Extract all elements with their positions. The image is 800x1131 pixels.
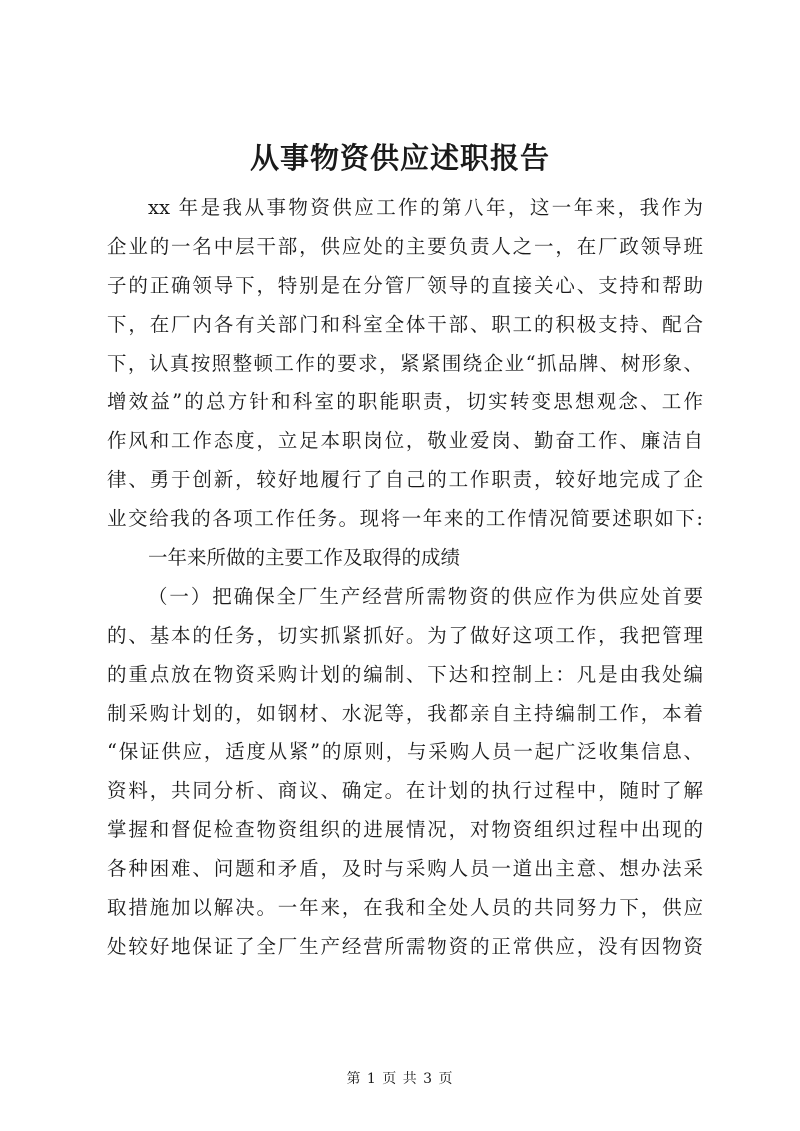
document-body <box>107 189 703 967</box>
text-line-9: 业交给我的各项工作任务。现将一年来的工作情况简要述职如下: <box>107 507 703 531</box>
text-line-5: 下，认真按照整顿工作的要求，紧紧围绕企业“抓品牌、树形象、 <box>107 351 703 375</box>
text-line-12: 的、基本的任务，切实抓紧抓好。为了做好这项工作，我把管理 <box>107 623 703 647</box>
text-line-7: 作风和工作态度，立足本职岗位，敬业爱岗、勤奋工作、廉洁自 <box>107 429 703 453</box>
section-heading: 一年来所做的主要工作及取得的成绩 <box>148 546 461 570</box>
page-footer: 第 1 页 共 3 页 <box>346 1071 454 1087</box>
text-line-19: 取措施加以解决。一年来，在我和全处人员的共同努力下，供应 <box>107 896 703 920</box>
text-line-3: 子的正确领导下，特别是在分管厂领导的直接关心、支持和帮助 <box>107 273 703 297</box>
text-line-4: 下，在厂内各有关部门和科室全体干部、职工的积极支持、配合 <box>107 312 703 336</box>
text-line-14: 制采购计划的，如钢材、水泥等，我都亲自主持编制工作，本着 <box>107 701 703 725</box>
text-line-1: xx 年是我从事物资供应工作的第八年，这一年来，我作为 <box>148 196 703 219</box>
text-line-8: 律、勇于创新，较好地履行了自己的工作职责，较好地完成了企 <box>107 468 703 492</box>
text-line-11: （一）把确保全厂生产经营所需物资的供应作为供应处首要 <box>148 584 703 608</box>
text-line-13: 的重点放在物资采购计划的编制、下达和控制上：凡是由我处编 <box>107 662 703 686</box>
text-line-15: “保证供应，适度从紧”的原则，与采购人员一起广泛收集信息、 <box>107 740 703 764</box>
text-line-6: 增效益”的总方针和科室的职能职责，切实转变思想观念、工作 <box>107 390 703 414</box>
text-line-18: 各种困难、问题和矛盾，及时与采购人员一道出主意、想办法采 <box>107 857 703 881</box>
text-line-17: 掌握和督促检查物资组织的进展情况，对物资组织过程中出现的 <box>107 818 703 842</box>
text-line-16: 资料，共同分析、商议、确定。在计划的执行过程中，随时了解 <box>107 779 703 803</box>
page-title: 从事物资供应述职报告 <box>249 141 550 175</box>
text-line-20: 处较好地保证了全厂生产经营所需物资的正常供应，没有因物资 <box>107 934 703 958</box>
text-line-2: 企业的一名中层干部，供应处的主要负责人之一，在厂政领导班 <box>107 234 703 258</box>
